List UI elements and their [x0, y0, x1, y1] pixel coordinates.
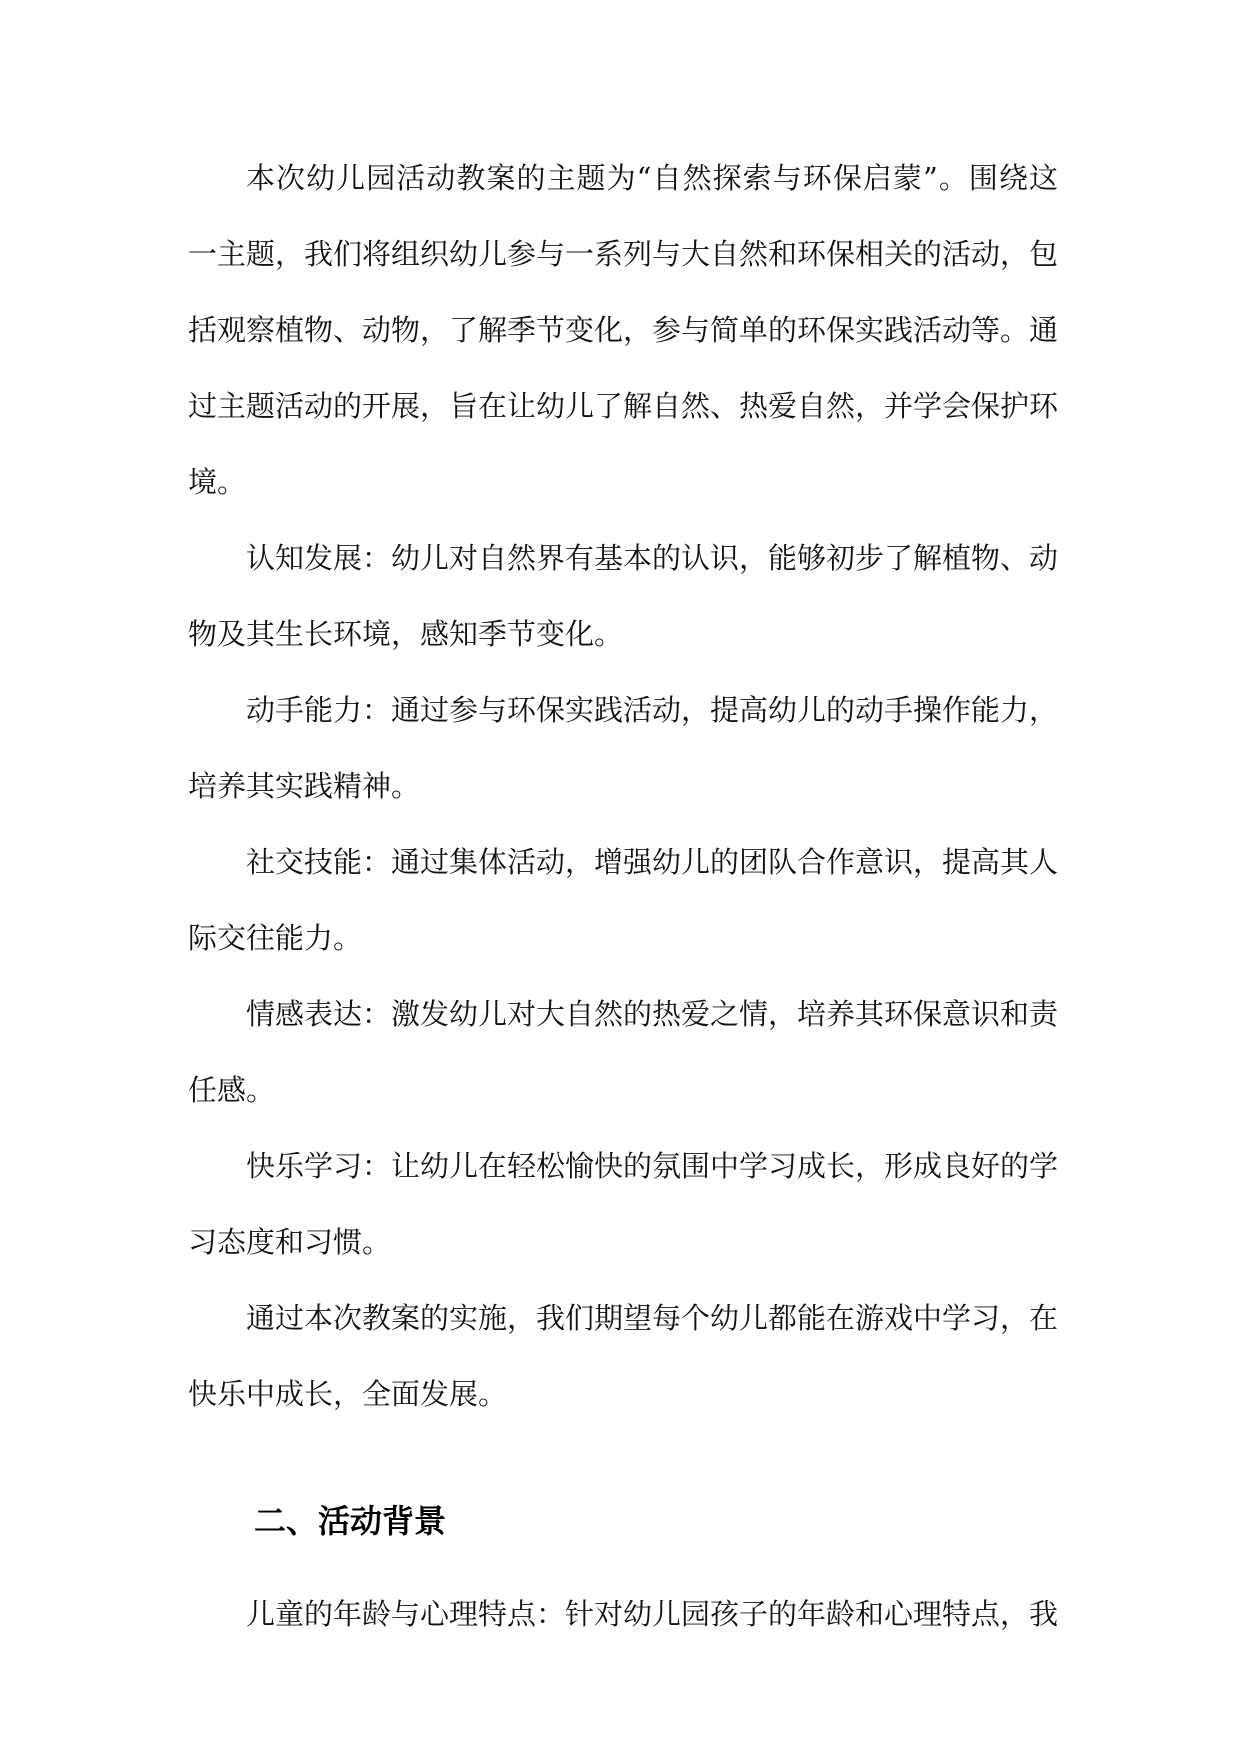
- goal-cognitive-paragraph: 认知发展：幼儿对自然界有基本的认识，能够初步了解植物、动物及其生长环境，感知季节变化。: [188, 541, 1059, 651]
- section-heading-background: 二、活动背景: [254, 1502, 447, 1540]
- goal-emotion-paragraph: 情感表达：激发幼儿对大自然的热爱之情，培养其环保意识和责任感。: [188, 997, 1059, 1107]
- goal-handson-paragraph: 动手能力：通过参与环保实践活动，提高幼儿的动手操作能力，培养其实践精神。: [188, 693, 1059, 803]
- goal-social-paragraph: 社交技能：通过集体活动，增强幼儿的团队合作意识，提高其人际交往能力。: [188, 845, 1059, 955]
- summary-paragraph: 通过本次教案的实施，我们期望每个幼儿都能在游戏中学习，在快乐中成长，全面发展。: [188, 1301, 1059, 1411]
- goal-learning-paragraph: 快乐学习：让幼儿在轻松愉快的氛围中学习成长，形成良好的学习态度和习惯。: [188, 1149, 1059, 1259]
- background-paragraph: 儿童的年龄与心理特点：针对幼儿园孩子的年龄和心理特点，我: [246, 1597, 1059, 1631]
- document-body: [188, 140, 1058, 1652]
- intro-paragraph: 本次幼儿园活动教案的主题为“自然探索与环保启蒙”。围绕这一主题，我们将组织幼儿参与一系列与大自然和环保相关的活动，包括观察植物、动物，了解季节变化，参与简单的环保实践活动等。通过主题活动的开展，旨在让幼儿了解自然、热爱自然，并学会保护环境。: [188, 161, 1059, 499]
